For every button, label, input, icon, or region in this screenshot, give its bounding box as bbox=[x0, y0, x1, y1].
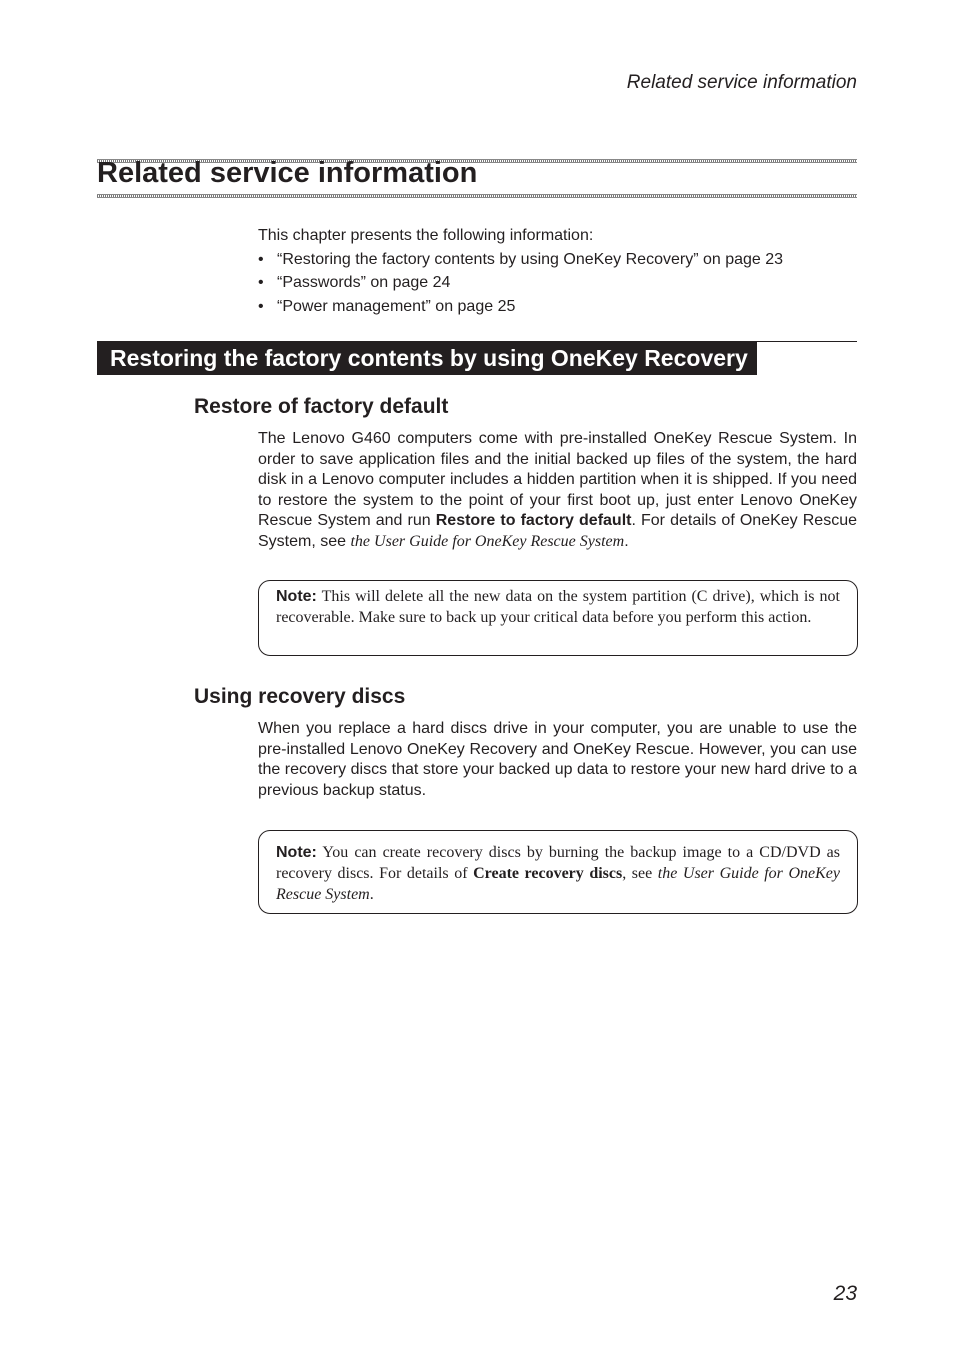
note-guide-reference: the User Guide for OneKey Rescue System bbox=[276, 865, 841, 903]
list-item-text: “Passwords” on page 24 bbox=[277, 274, 451, 291]
list-item bbox=[258, 271, 858, 295]
list-item bbox=[258, 295, 858, 319]
section-title: Restoring the factory contents by using OneKey Recovery bbox=[97, 342, 757, 375]
list-item-text: “Power management” on page 25 bbox=[277, 297, 516, 315]
subheading-restore-factory-default: Restore of factory default bbox=[194, 395, 449, 418]
paragraph-text: . For details of OneKey Rescue System, see bbox=[258, 512, 858, 550]
note-box-recovery-discs bbox=[258, 830, 858, 914]
note-label: Note: bbox=[276, 844, 317, 861]
chapter-contents-list bbox=[258, 248, 858, 319]
bullet-icon: • bbox=[258, 250, 264, 268]
restore-default-paragraph bbox=[258, 429, 857, 552]
paragraph-text: . bbox=[624, 532, 629, 550]
chapter-title: Related service information bbox=[97, 157, 478, 189]
note-text: . bbox=[369, 886, 374, 903]
chapter-rule-bottom bbox=[97, 194, 857, 198]
note-text: You can create recovery discs by burning the backup image to a CD/DVD as recovery discs. For details of bbox=[276, 844, 840, 882]
guide-reference: the User Guide for OneKey Rescue System bbox=[350, 532, 625, 550]
note-box-restore bbox=[258, 580, 858, 656]
list-item-text: “Restoring the factory contents by using OneKey Recovery” on page 23 bbox=[277, 250, 784, 268]
note-text: , see bbox=[622, 865, 658, 882]
running-header: Related service information bbox=[626, 72, 857, 93]
page-number: 23 bbox=[833, 1282, 857, 1305]
note-text: This will delete all the new data on the system partition (C drive), which is not recoverable. Make sure to back up your critical data before you perform this action. bbox=[276, 588, 840, 626]
bullet-icon: • bbox=[258, 274, 264, 291]
note-bold-term: Create recovery discs bbox=[473, 865, 623, 882]
intro-text: This chapter presents the following information: bbox=[258, 227, 594, 244]
chapter-intro bbox=[258, 224, 858, 318]
bullet-icon: • bbox=[258, 297, 264, 315]
recovery-discs-paragraph: When you replace a hard discs drive in your computer, you are unable to use the pre-installed Lenovo OneKey Recovery and OneKey Rescue. However, you can use the recovery discs that store your backed up data to restore your new hard drive to a previous backup status. bbox=[258, 720, 857, 799]
paragraph-text: The Lenovo G460 computers come with pre-installed OneKey Rescue System. In order to save application files and the initial backed up files of the system, the hard disk in a Lenovo computer includes a hidden partition when it is shipped. If you need to restore the system to the point of your first boot up, just enter Lenovo OneKey Rescue System and run bbox=[258, 430, 857, 529]
bold-term: Restore to factory default bbox=[435, 512, 632, 529]
subheading-using-recovery-discs: Using recovery discs bbox=[194, 685, 406, 708]
note-label: Note: bbox=[276, 588, 317, 605]
list-item bbox=[258, 248, 858, 272]
